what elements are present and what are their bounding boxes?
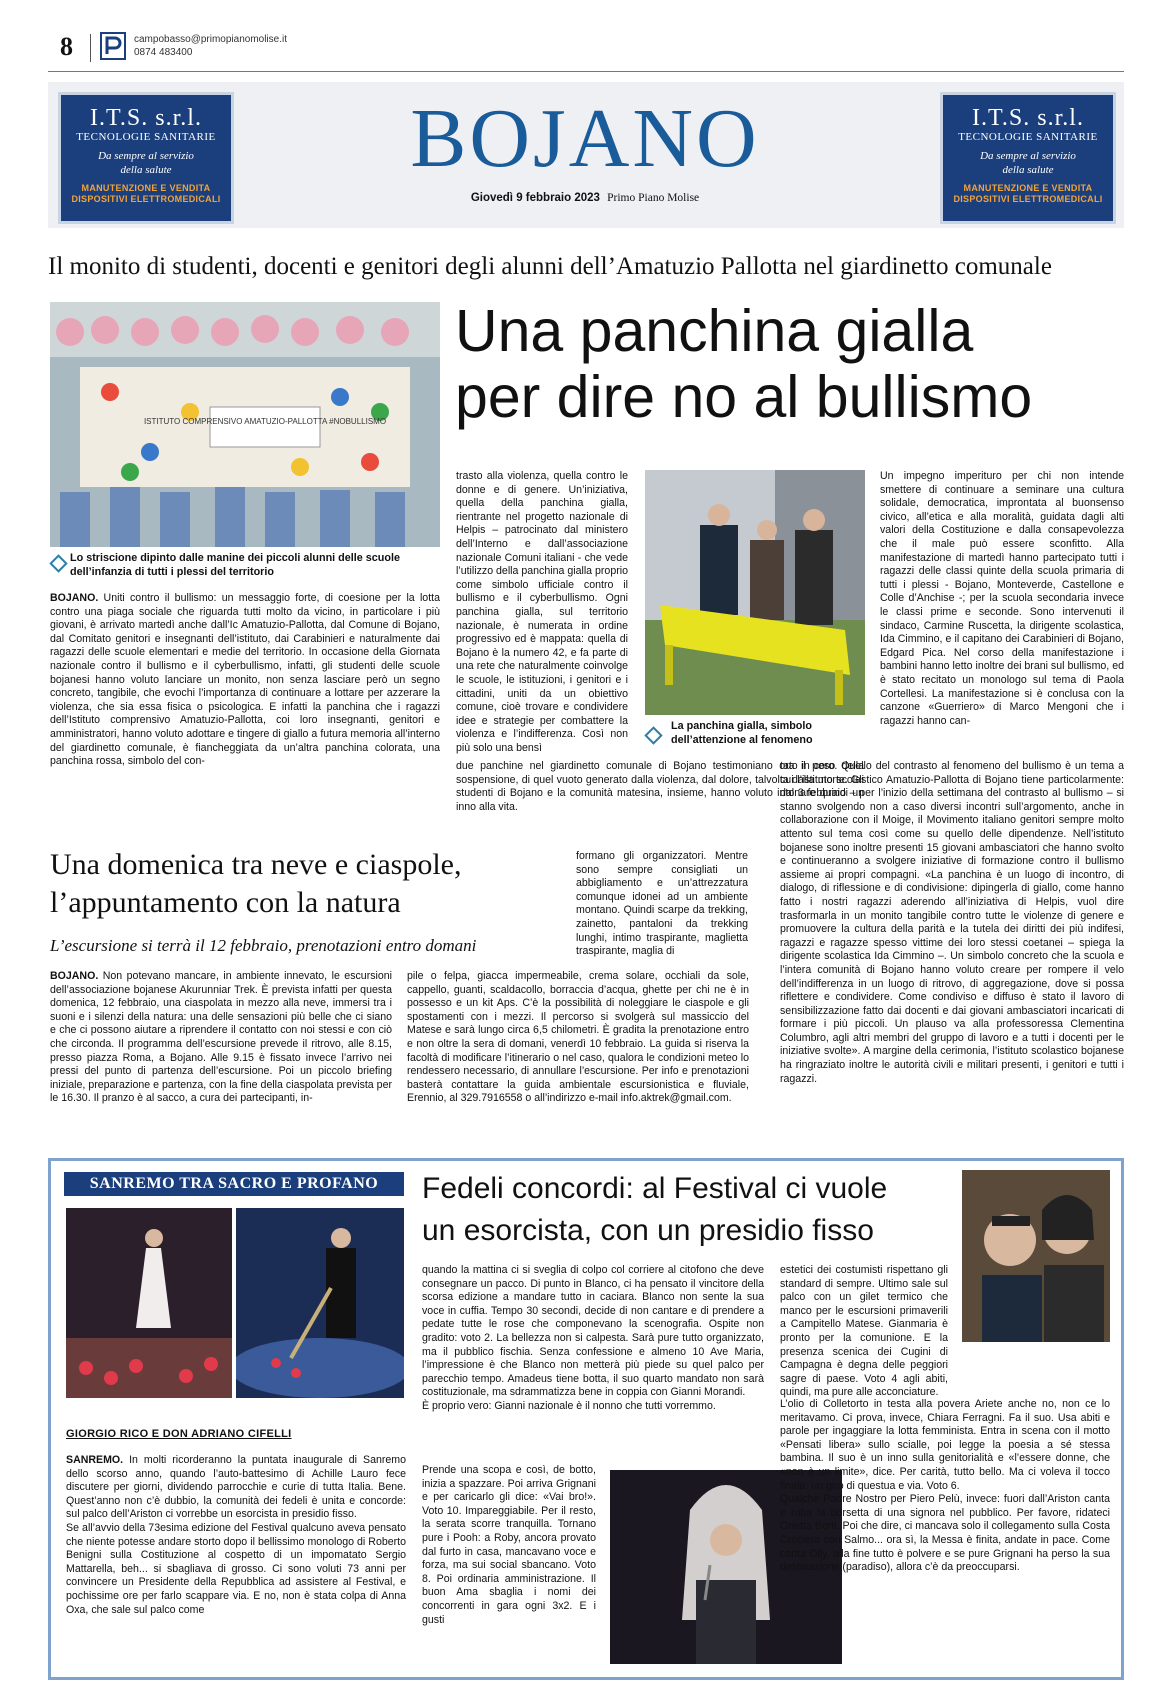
page-header bbox=[48, 28, 1124, 70]
article2-col2 bbox=[407, 970, 749, 1106]
article2-headline-line2: l’appuntamento con la natura bbox=[50, 886, 401, 919]
ad-motto-1: Da sempre al servizio bbox=[980, 150, 1076, 162]
article3-col2-text: quando la mattina ci si sveglia di colpo col corriere al citofono che deve consegnare un pacco. Di punto in Blanco, ci ha pensato il vincitore della scorsa edizione a mandare tutto in caciara. Blanco non sente la sua voce in cuffia. Tempo 30 secondi, decide di non cantare e di prendere a pedate tutte le rose che componevano la scenografia. Ospite non gradito: voto 2. La bellezza non si calpesta. Sarà pure tutto organizzato, ma il pubblico fischia. Senza confessione e almeno 10 Ave Maria, l’impressione è che Blanco non metterà più piede su quel palco per parecchio tempo. Amadeus tiene botta, il suo quarto mandato non sarà costituzionale, ma sdrammatizza bene in coppia con Gianni Morandi. bbox=[422, 1264, 764, 1399]
article3-col3-text: L’olio di Colletorto in testa alla povera Ariete anche no, non ce lo meritavamo. Ci prova, invece, Chiara Ferragni. Fa il suo. Usa abiti e parole per ingaggiare la lotta femminista. Entra in scena con il motto «Pensati libera» sullo scialle, poi legge la poesia a sé stessa bambina. Il suo è un inno sulla genitorialità e «l’essere donne, che «non è un limite», dice. Per carità, tutto bello. Ma ci voleva il tocco finale: un giro di questua e via. Voto 6. bbox=[780, 1398, 1110, 1492]
article3-col1-p2: Se all’avvio della 73esima edizione del Festival qualcuno aveva pensato che niente potesse andare storto dopo il bellissimo monologo di Roberto Benigni sulla Costituzione al cospetto di un impomatato Sergio Mattarella, beh... si sbagliava di grosso. Ci sono voluti 73 anni per convincere un Presidente della Repubblica ad assistere al Festival, e pochissime ore per farlo scappare via. E no, non è stata colpa di Anna Oxa, che sale sul palco come bbox=[66, 1521, 406, 1616]
header-rule bbox=[48, 71, 1124, 72]
photo-yellow-bench bbox=[645, 470, 865, 715]
photo2-caption-text: La panchina gialla, simbolo dell’attenzione al fenomeno bbox=[671, 720, 813, 746]
issue-line bbox=[250, 192, 920, 204]
article1-col2-wide-text: due panchine nel giardinetto comunale di Bojano testimoniano ora il peso della sospensione, di quel vuoto generato dalla violenza, dal dolore, talvolta dalla morte. Gli studenti di Bojano e la comunità matesina, insieme, hanno voluto intonare quindi un inno alla vita. bbox=[456, 760, 864, 813]
page-number: 8 bbox=[60, 32, 73, 61]
publication-logo-icon bbox=[100, 32, 126, 60]
article3-col3-p2: Qualche Padre Nostro per Piero Pelù, invece: fuori dall’Ariston canta e ruba la borsetta di una signora nel pubblico. Per favore, ridateci Orietta Berti. Poi che dire, ci mancava solo il collegamento sulla Costa Crociera con Salmo... ora sì, la Messa è finita, andate in pace. Come canta Olly, alla fine tutto è polvere e se pure Grignani ha perso la sua destinazione (paradiso), allora c’è da preoccuparsi. bbox=[780, 1493, 1110, 1574]
photo-cugini-campagna bbox=[962, 1170, 1110, 1342]
article2-col1 bbox=[50, 970, 392, 1106]
ad-bottom-2: DISPOSITIVI ELETTROMEDICALI bbox=[71, 194, 221, 204]
photo2-caption bbox=[645, 720, 865, 747]
article3-col1-text: In molti ricorderanno la puntata inaugurale di Sanremo dello scorso anno, quando l’auto-battesimo di Achille Lauro fece discutere per giorni, dividendo parrocchie e curie di tutta Italia. Bene. Quest’anno non c’è dubbio, la comunità dei fedeli è unita e concorde: sul palco dell’Ariston ci vorrebbe un esorcista in presidio fisso. bbox=[66, 1454, 406, 1521]
article1-col4-wide-text: tato in coro. Quello del contrasto al fenomeno del bullismo è un tema a cui l’istituto scolastico Amatuzio-Pallotta di Bojano tiene particolarmente: dal 3 febbraio – per l’inizio della settimana del contrasto al bullismo – si stanno svolgendo non a caso diversi incontri sull’argomento, anche in collaborazione con il Moige, il Movimento italiano genitori sempre molto attento sul tema così come su quello delle dipendenze. Nell’istituto bojanese sono inoltre presenti 15 giovani ambasciatori che hanno svolto e continueranno a svolgere iniziative di formazione contro il bullismo assieme ai propri compagni. «La panchina è un luogo di incontro, di dialogo, di riflessione e di condivisione: dipingerla di giallo, come hanno fatto i nostri ragazzi aderendo all’iniziativa di Helpis, vuol dire trasformarla in un monito tangibile contro tutte le violenze di genere e promuovere la cultura della parità e la tutela dei diritti dei più indifesi, ragazzi e ragazze spesso vittime dei loro stessi coetanei – spiega la dirigente scolastica Ida Cimmino –. Un simbolo concreto che la scuola e l’intera comunità di Bojano hanno voluto creare per rompere il velo dell’indifferenza in un luogo di ritrovo, di aggregazione, dove si possa riflettere e condividere. Come condiviso e diffuso è stato il lavoro di sensibilizzazione fatto dai docenti e dai giovani ambasciatori incaricati di formare i più piccoli. Un plauso va alla professoressa Clementina Columbro, agli altri membri del gruppo di lavoro e a tutti i docenti per le iniziative svolte». A margine della cerimonia, l’istituto scolastico bojanese ha ringraziato inoltre le autorità civili e militari presenti, i genitori e tutti i ragazzi. bbox=[780, 760, 1124, 1085]
article2-col2-text: pile o felpa, giacca impermeabile, crema solare, occhiali da sole, cappello, guanti, scaldacollo, borraccia d’acqua, ghette per chi ne è in possesso e un kit Aps. C’è la possibilità di noleggiare le ciaspole e gli spostamenti con i mezzi. Il percorso si svolgerà sul massiccio del Matese e sarà lungo circa 6,5 chilometri. È gradita la prenotazione entro e non oltre la sera di domani, venerdì 10 febbraio. La guida si riserva la facoltà di modificare l’itinerario o nel caso, qualora le condizioni meteo lo rendessero necessario, di annullare l’escursione. Per info e prenotazioni basterà contattare la guida ambientale escursionistica e fluviale, Erennio, al 329.7916558 o all’indirizzo e-mail info.aktrek@gmail.com. bbox=[407, 970, 749, 1105]
article2-headline bbox=[50, 846, 570, 922]
section-title: BOJANO bbox=[410, 92, 760, 185]
headline-line1: Una panchina gialla bbox=[455, 298, 974, 364]
dateline: BOJANO. bbox=[50, 592, 99, 604]
article3-col2-narrow-text: Prende una scopa e così, de botto, inizia a spazzare. Poi arriva Grignani e per caricarlo gli dice: «Vai bro!». Voto 10. Impareggiabile. Per il resto, la serata scorre tranquilla. Tornano pure i Pooh: a Roby, ancora provato dal furto in casa, mancavano voce e forza, ma sui social sbancano. Voto 8. Poi ordinaria amministrazione. Il buon Ama sbaglia i nomi dei concorrenti in gara ogni 3x2. E i gusti bbox=[422, 1464, 596, 1626]
ad-bottom-1: MANUTENZIONE E VENDITA bbox=[963, 183, 1093, 193]
headline-line2: per dire no al bullismo bbox=[455, 364, 1033, 430]
contact-email[interactable]: campobasso@primopianomolise.it bbox=[134, 34, 287, 45]
contact-phone: 0874 483400 bbox=[134, 47, 193, 58]
article2-col2-top-text: formano gli organizzatori. Mentre sono sempre consigliati un abbigliamento e un’attrezzatura comunque idonei ad un ambiente montano. Quindi scarpe da trekking, zainetto, pantaloni da trekking lunghi, intimo traspirante, maglietta traspirante, maglia di bbox=[576, 850, 748, 958]
article3-col2-p2: È proprio vero: Gianni nazionale è il nonno che tutti vorremmo. bbox=[422, 1399, 716, 1412]
dateline: SANREMO. bbox=[66, 1454, 124, 1466]
article1-col1-text: Uniti contro il bullismo: un messaggio forte, di coesione per la lotta contro una piaga sociale che riguarda tutti molto da vicino, in particolare i più giovani, è arrivato martedì anche dall’Ic Amatuzio-Pallotta, dal Comune di Bojano, dal Comitato genitori e insegnanti dell’istituto, dai Carabinieri e naturalmente dai ragazzi delle scuole elementari e medie del territorio. In occasione della Giornata nazionale contro il bullismo e il cyberbullismo, infatti, gli studenti delle scuole bojanesi hanno voluto lanciare un monito, non senza lasciare però un segno concreto, tangibile, che evochi l’importanza di continuare a lottare per azzerare la violenza, che sia essa fisica o psicologica. E infatti la panchina che i ragazzi dell’Istituto comprensivo Amatuzio-Pallotta, coi loro insegnanti, genitori e amministratori, hanno voluto adottare e tingere di giallo a futura memoria all’interno del giardinetto comunale, è fiancheggiata da un’altra panchina colorata, una panchina rossa, simbolo del con- bbox=[50, 592, 440, 768]
article2-headline-line1: Una domenica tra neve e ciaspole, bbox=[50, 848, 462, 881]
article1-col2 bbox=[456, 470, 628, 755]
caption-diamond-icon bbox=[644, 726, 662, 744]
ad-subtitle: TECNOLOGIE SANITARIE bbox=[958, 131, 1098, 143]
header-divider bbox=[90, 34, 91, 62]
article2-subheadline: L’escursione si terrà il 12 febbraio, prenotazioni entro domani bbox=[50, 936, 477, 955]
article3-col3-top bbox=[780, 1264, 948, 1400]
article1-col4 bbox=[880, 470, 1124, 728]
article3-byline: GIORGIO RICO E DON ADRIANO CIFELLI bbox=[66, 1428, 292, 1440]
article1-col4-text: Un impegno imperituro per chi non intende smettere di continuare a seminare una cultura solidale, democratica, improntata al buonsenso civico, all’etica e alla moralità, guidata dagli alti valori della Costituzione e dalla consapevolezza che il male può essere sconfitto. Alla manifestazione di martedì hanno partecipato tutti i ragazzi delle classi quinte della scuola primaria di tutti i plessi - Bojano, Monteverde, Castellone e Colle d’Anchise -; per la scuola secondaria invece le classi prime e seconde. Sono intervenuti il sindaco, Carmine Ruscetta, la dirigente scolastica, Ida Cimmino, e il capitano dei Carabinieri di Bojano, Edgard Pica. Nel corso della manifestazione i bambini hanno letto inoltre dei brani sul bullismo, ed è stato recitato un monologo sul tema di Paola Cortellesi. La manifestazione si è conclusa con la canzone «Guerriero» di Marco Mengoni che i ragazzi hanno can- bbox=[880, 470, 1124, 727]
photo1-caption-text: Lo striscione dipinto dalle manine dei piccoli alunni delle scuole dell’infanzia di tutti i plessi del territorio bbox=[70, 552, 400, 578]
ad-motto-1: Da sempre al servizio bbox=[98, 150, 194, 162]
photo-blanco-stage bbox=[66, 1208, 232, 1398]
article2-col1-text: Non potevano mancare, in ambiente innevato, le escursioni dell’associazione bojanese Akurunniar Trek. È prevista infatti per questa domenica, 12 febbraio, una ciaspolata in mezzo alla neve, immersi tra i suoni e i silenzi della natura: una delle sensazioni più belle che ci siano e che ci possono aiutare a riprendere il contatto con noi stessi e con ciò che circonda. Il programma dell’escursione prevede il ritrovo, alle 8.15, presso piazza Roma, a Bojano. Alle 9.15 è fissato invece l’arrivo nei pressi del punto di partenza dell’escursione. Poi un piccolo briefing iniziale, preparazione e partenza, con la fine della ciaspolata prevista per le 16.30. Il pranzo è al sacco, a cura dei partecipanti, in- bbox=[50, 970, 393, 1105]
issue-date: Giovedì 9 febbraio 2023 bbox=[470, 192, 600, 204]
ad-logo: I.T.S. s.r.l. bbox=[90, 105, 202, 131]
caption-diamond-icon bbox=[49, 554, 67, 572]
article1-col2-text: trasto alla violenza, quella contro le donne e di genere. Un’iniziativa, quella della panchina gialla, rientrante nel progetto nazionale di Helpis – patrocinato dal ministero dell’Interno e dall’associazione nazionale Comuni italiani - che vede l’utilizzo della panchina gialla proprio come simbolo ufficiale contro il bullismo e il cyberbullismo. Ogni panchina gialla, sul territorio nazionale, è numerata in ordine progressivo ed è mappata: quella di Bojano è la numero 42, e fa parte di una rete che naturalmente coinvolge le scuole, le istituzioni, i genitori e i cittadini, uniti da un obiettivo comune, cioè trovare e condividere idee e strategie per combattere la violenza e l’indifferenza. Così non più solo una bensì bbox=[456, 470, 628, 754]
photo-morandi-broom bbox=[236, 1208, 404, 1398]
ad-subtitle: TECNOLOGIE SANITARIE bbox=[76, 131, 216, 143]
ad-its-left[interactable] bbox=[58, 92, 234, 224]
ad-bottom-2: DISPOSITIVI ELETTROMEDICALI bbox=[953, 194, 1103, 204]
ad-its-right[interactable] bbox=[940, 92, 1116, 224]
ad-logo: I.T.S. s.r.l. bbox=[972, 105, 1084, 131]
ad-motto-2: della salute bbox=[1002, 164, 1054, 176]
article3-col3 bbox=[780, 1398, 1110, 1575]
banner-text: ISTITUTO COMPRENSIVO AMATUZIO-PALLOTTA #NOBULLISMO bbox=[143, 417, 387, 426]
issue-publication: Primo Piano Molise bbox=[607, 192, 700, 204]
article1-headline bbox=[455, 298, 1127, 430]
ad-bottom-1: MANUTENZIONE E VENDITA bbox=[81, 183, 211, 193]
article3-col1 bbox=[66, 1454, 406, 1617]
article2-col2-top bbox=[576, 850, 748, 959]
article1-col4-wide bbox=[780, 760, 1124, 1086]
dateline: BOJANO. bbox=[50, 970, 99, 982]
photo1-caption bbox=[50, 552, 440, 579]
article3-headline-line1: Fedeli concordi: al Festival ci vuole bbox=[422, 1172, 888, 1205]
article1-col1 bbox=[50, 592, 440, 769]
rubric-label: SANREMO TRA SACRO E PROFANO bbox=[64, 1172, 404, 1196]
article3-col2-narrow bbox=[422, 1464, 596, 1627]
article3-col3-top-text: estetici dei costumisti rispettano gli standard di sempre. Ultimo sale sul palco con un gilet termico che manco per le escursioni primaverili a Campitello Matese. Gianmaria è pronto per la comunione. E la presenza scenica dei Cugini di Campagna è degna delle peggiori sagre di paese. Voto 4 agli abiti, quindi, ma pure alle acconciature. bbox=[780, 1264, 948, 1399]
article1-kicker: Il monito di studenti, docenti e genitori degli alunni dell’Amatuzio Pallotta nel giardinetto comunale bbox=[48, 253, 1052, 280]
photo-children-banner bbox=[50, 302, 440, 547]
ad-motto-2: della salute bbox=[120, 164, 172, 176]
article3-col2 bbox=[422, 1264, 764, 1414]
article3-headline-line2: un esorcista, con un presidio fisso bbox=[422, 1214, 874, 1247]
article3-headline bbox=[422, 1168, 962, 1252]
